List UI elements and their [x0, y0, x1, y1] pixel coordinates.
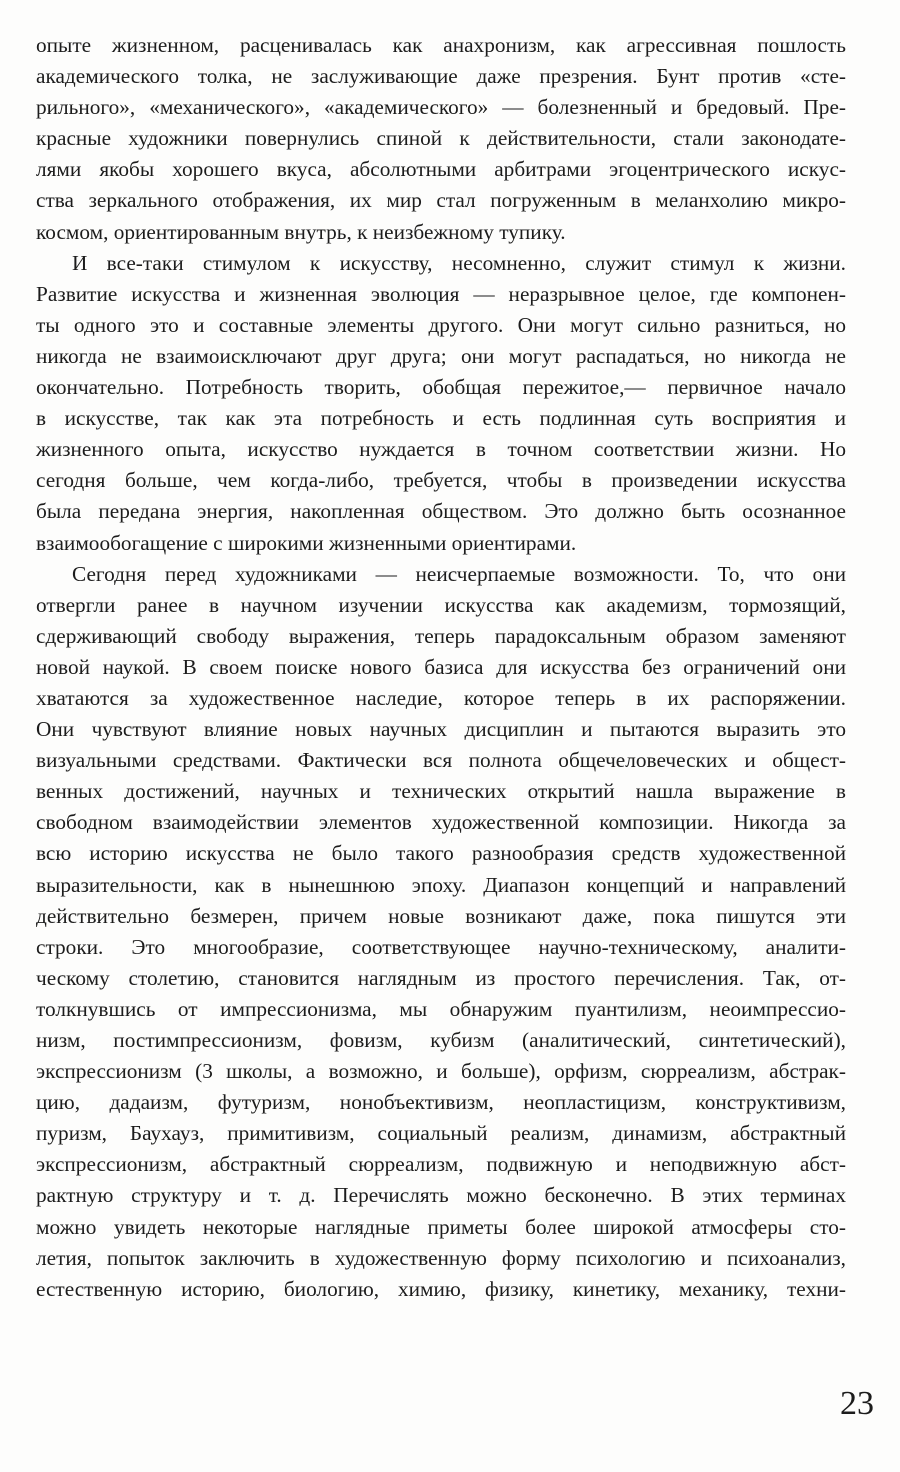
text-line: окончательно. Потребность творить, обобщая пережитое,— первичное начало: [36, 375, 846, 400]
text-line: Развитие искусства и жизненная эволюция — неразрывное целое, где компонен-: [36, 281, 846, 306]
text-line: свободном взаимодействии элементов художественной композиции. Никогда за: [36, 810, 846, 835]
text-line: была передана энергия, накопленная обществом. Это должно быть осознанное: [36, 499, 846, 524]
text-line: Сегодня перед художниками — неисчерпаемые возможности. То, что они: [72, 561, 846, 586]
paragraph-1: [36, 30, 846, 248]
text-line: лями якобы хорошего вкуса, абсолютными арбитрами эгоцентрического искус-: [36, 157, 846, 182]
text-line: действительно безмерен, причем новые возникают даже, пока пишутся эти: [36, 903, 846, 928]
text-line: академического толка, не заслуживающие даже презрения. Бунт против «сте-: [36, 64, 846, 89]
text-line: выразительности, как в нынешнюю эпоху. Диапазон концепций и направлений: [36, 872, 846, 897]
text-line: новой наукой. В своем поиске нового базиса для искусства без ограничений они: [36, 654, 846, 679]
text-line: пуризм, Баухауз, примитивизм, социальный реализм, динамизм, абстрактный: [36, 1121, 846, 1146]
text-line: сдерживающий свободу выражения, теперь парадоксальным образом заменяют: [36, 623, 846, 648]
text-line: красные художники повернулись спиной к действительности, стали законодате-: [36, 126, 846, 151]
text-line: никогда не взаимоисключают друг друга; они могут распадаться, но никогда не: [36, 343, 846, 368]
page-number: 23: [840, 1385, 874, 1422]
text-line: рильного», «механического», «академического» — болезненный и бредовый. Пре-: [36, 95, 846, 120]
text-line: цию, дадаизм, футуризм, нонобъективизм, неопластицизм, конструктивизм,: [36, 1090, 846, 1115]
text-line: ства зеркального отображения, их мир стал погруженным в меланхолию микро-: [36, 188, 846, 213]
text-line: венных достижений, научных и технических открытий нашла выражение в: [36, 779, 846, 804]
paragraph-3: [36, 559, 846, 1305]
text-line: летия, попыток заключить в художественную форму психологию и психоанализ,: [36, 1245, 846, 1270]
text-line: опыте жизненном, расценивалась как анахронизм, как агрессивная пошлость: [36, 33, 846, 57]
text-line: визуальными средствами. Фактически вся полнота общечеловеческих и общест-: [36, 748, 846, 773]
text-line: толкнувшись от импрессионизма, мы обнаружим пуантилизм, неоимпрессио-: [36, 996, 846, 1021]
text-line: Они чувствуют влияние новых научных дисциплин и пытаются выразить это: [36, 717, 846, 742]
text-line: рактную структуру и т. д. Перечислять можно бесконечно. В этих терминах: [36, 1183, 846, 1208]
text-line: всю историю искусства не было такого разнообразия средств художественной: [36, 841, 846, 866]
text-line: ческому столетию, становится наглядным из простого перечисления. Так, от-: [36, 965, 846, 990]
text-line: строки. Это многообразие, соответствующее научно-техническому, аналити-: [36, 934, 846, 959]
text-line: естественную историю, биологию, химию, физику, кинетику, механику, техни-: [36, 1276, 846, 1301]
text-line: взаимообогащение с широкими жизненными ориентирами.: [36, 530, 577, 555]
text-line: И все-таки стимулом к искусству, несомненно, служит стимул к жизни.: [72, 250, 846, 275]
text-line: отвергли ранее в научном изучении искусства как академизм, тормозящий,: [36, 592, 846, 617]
text-line: космом, ориентированным внутрь, к неизбежному тупику.: [36, 219, 566, 244]
text-line: сегодня больше, чем когда-либо, требуется, чтобы в произведении искусства: [36, 468, 846, 493]
text-line: жизненного опыта, искусство нуждается в точном соответствии жизни. Но: [36, 437, 846, 462]
body-text: [36, 30, 846, 1305]
text-line: можно увидеть некоторые наглядные приметы более широкой атмосферы сто-: [36, 1214, 846, 1239]
text-line: ты одного это и составные элементы другого. Они могут сильно разниться, но: [36, 312, 846, 337]
text-line: экспрессионизм, абстрактный сюрреализм, подвижную и неподвижную абст-: [36, 1152, 846, 1177]
paragraph-2: [36, 248, 846, 559]
text-line: в искусстве, так как эта потребность и есть подлинная суть восприятия и: [36, 406, 846, 431]
text-line: экспрессионизм (3 школы, а возможно, и больше), орфизм, сюрреализм, абстрак-: [36, 1059, 846, 1084]
text-line: хватаются за художественное наследие, которое теперь в их распоряжении.: [36, 685, 846, 710]
text-line: низм, постимпрессионизм, фовизм, кубизм (аналитический, синтетический),: [36, 1028, 846, 1052]
